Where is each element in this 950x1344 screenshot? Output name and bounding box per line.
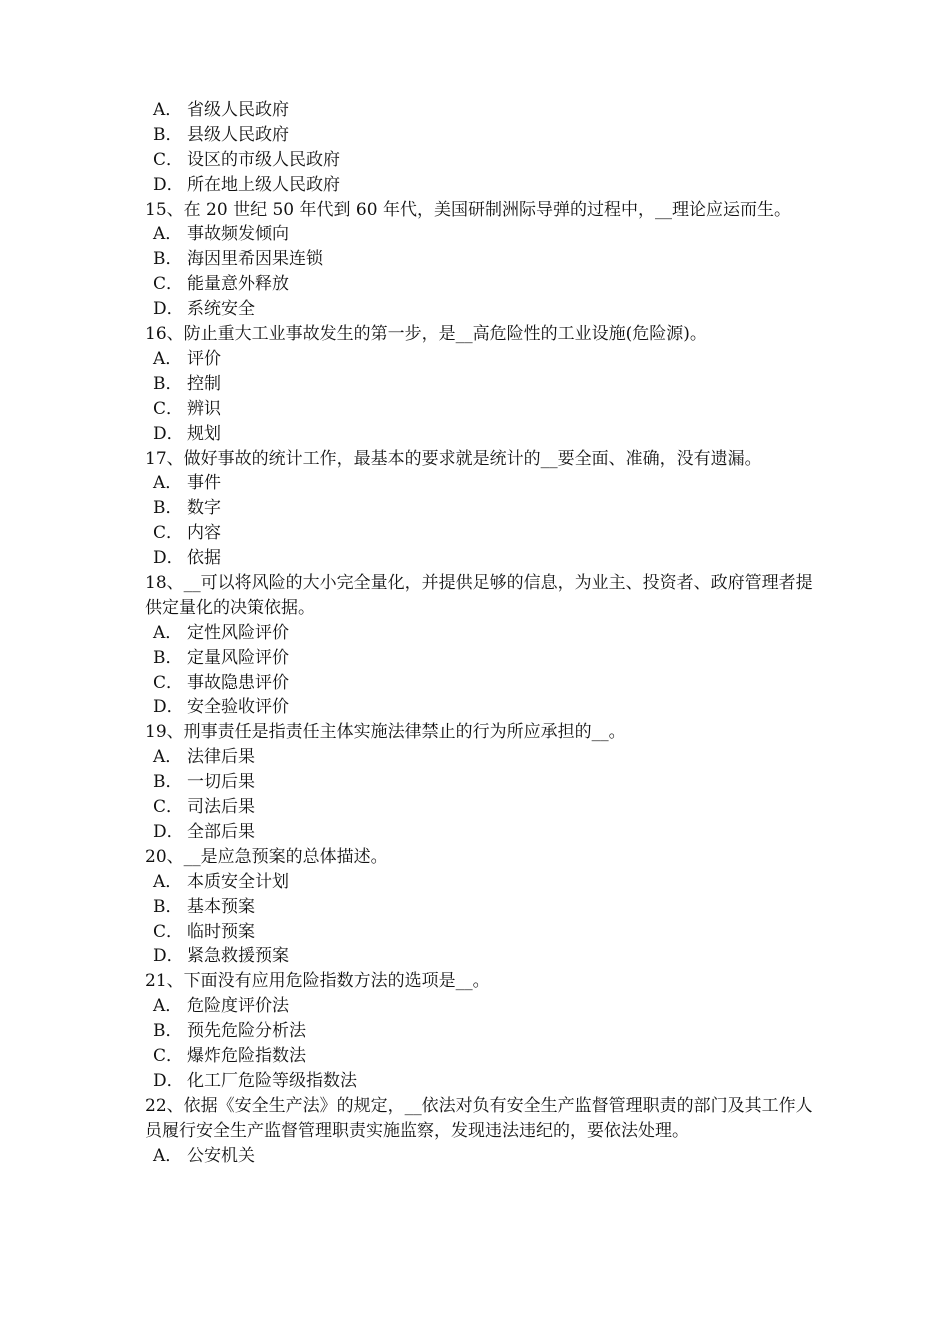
question-20-stem: 20、__是应急预案的总体描述。 <box>145 846 388 867</box>
question-15-stem: 15、在 20 世纪 50 年代到 60 年代，美国研制洲际导弹的过程中，__理论应运而生。 <box>145 199 791 220</box>
question-22-stem: 22、依据《安全生产法》的规定，__依法对负有安全生产监督管理职责的部门及其工作人员履行安全生产监督管理职责实施监察，发现违法违纪的，要依法处理。 <box>145 1095 813 1141</box>
option-c: C． 临时预案 <box>153 921 255 942</box>
option-a: A． 公安机关 <box>153 1145 255 1166</box>
option-b: B． 预先危险分析法 <box>153 1021 306 1042</box>
option-d: D． 全部后果 <box>153 821 255 842</box>
question-list <box>145 98 817 1168</box>
option-d: D． 规划 <box>153 423 221 444</box>
option-a: A． 事件 <box>153 473 221 494</box>
option-c: C． 爆炸危险指数法 <box>153 1045 306 1066</box>
option-b: B． 基本预案 <box>153 896 255 917</box>
option-b: B． 一切后果 <box>153 772 255 793</box>
option-a: A． 法律后果 <box>153 747 255 768</box>
option-c: C． 辨识 <box>153 398 221 419</box>
option-a: A． 省级人民政府 <box>153 100 289 120</box>
question-17-stem: 17、做好事故的统计工作，最基本的要求就是统计的__要全面、准确，没有遗漏。 <box>145 448 762 469</box>
option-d: D． 依据 <box>153 548 221 569</box>
option-b: B． 县级人民政府 <box>153 124 289 145</box>
option-b: B． 定量风险评价 <box>153 647 289 668</box>
option-a: A． 本质安全计划 <box>153 871 289 892</box>
question-16-stem: 16、防止重大工业事故发生的第一步，是__高危险性的工业设施(危险源)。 <box>145 324 707 345</box>
option-a: A． 评价 <box>153 348 221 369</box>
option-d: D． 安全验收评价 <box>153 697 289 718</box>
option-a: A． 危险度评价法 <box>153 996 289 1017</box>
option-d: D． 系统安全 <box>153 299 255 320</box>
option-d: D． 化工厂危险等级指数法 <box>153 1070 357 1091</box>
option-c: C． 能量意外释放 <box>153 274 289 295</box>
option-c: C． 事故隐患评价 <box>153 672 289 693</box>
option-c: C． 内容 <box>153 523 221 544</box>
option-a: A． 事故频发倾向 <box>153 224 289 245</box>
option-b: B． 数字 <box>153 498 221 519</box>
option-c: C． 设区的市级人民政府 <box>153 149 340 170</box>
question-18-stem: 18、__可以将风险的大小完全量化，并提供足够的信息，为业主、投资者、政府管理者提供定量化的决策依据。 <box>145 572 813 618</box>
option-a: A． 定性风险评价 <box>153 622 289 643</box>
option-c: C． 司法后果 <box>153 797 255 818</box>
question-19-stem: 19、刑事责任是指责任主体实施法律禁止的行为所应承担的__。 <box>145 722 626 743</box>
option-b: B． 海因里希因果连锁 <box>153 249 323 270</box>
option-d: D． 紧急救援预案 <box>153 946 289 967</box>
question-21-stem: 21、下面没有应用危险指数方法的选项是__。 <box>145 971 490 992</box>
option-b: B． 控制 <box>153 373 221 394</box>
option-d: D． 所在地上级人民政府 <box>153 174 340 195</box>
